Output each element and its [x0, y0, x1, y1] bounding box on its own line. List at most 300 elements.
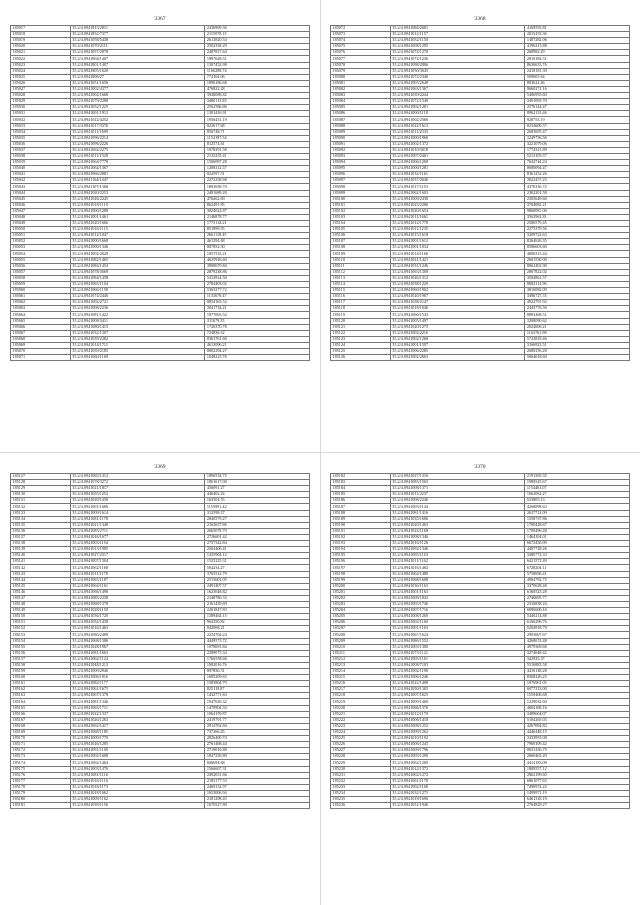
table-cell: 35.2/4.0941003/1144: [390, 504, 525, 510]
table-cell: 35.2/4.0941012/1372: [390, 766, 525, 772]
table-cell: 185205: [331, 614, 391, 620]
table-row: [331, 803, 630, 809]
table-cell: 35.2/4.0941067/1624: [390, 632, 525, 638]
table-cell: 185084: [331, 99, 391, 105]
table-cell: 185058: [11, 275, 71, 281]
table-cell: 2826400.74: [205, 736, 310, 742]
table-cell: 35.2/4.0941009/1614: [70, 510, 205, 516]
table-cell: 35.2/4.0941065/1412: [70, 474, 205, 480]
table-cell: 185161: [11, 681, 71, 687]
table-cell: 185068: [11, 336, 71, 342]
table-cell: 1623048.82: [205, 589, 310, 595]
table-cell: 2914702.84: [205, 723, 310, 729]
table-cell: 2443776.50: [525, 306, 630, 312]
table-cell: 185163: [11, 693, 71, 699]
table-cell: 185072: [331, 26, 391, 32]
table-cell: 35.2/4.0941007/1716: [390, 608, 525, 614]
table-cell: 185177: [11, 778, 71, 784]
table-cell: 35.2/4.0941022/1408: [390, 681, 525, 687]
table-cell: 185035: [11, 135, 71, 141]
table-cell: 35.2/4.0941011/1699: [70, 129, 205, 135]
table-cell: 185221: [331, 711, 391, 717]
table-cell: 2764829.27: [525, 803, 630, 809]
table-cell: 185097: [331, 178, 391, 184]
table-cell: 1389464.15: [205, 614, 310, 620]
table-cell: 185087: [331, 117, 391, 123]
table-cell: 35.2/4.0941012/1157: [390, 32, 525, 38]
table-cell: 35.2/4.0941016/1115: [70, 227, 205, 233]
table-cell: 35.2/4.0941806/27: [70, 74, 205, 80]
table-cell: 2576144.47: [525, 105, 630, 111]
table-cell: 2302201.58: [525, 190, 630, 196]
table-cell: 6166296.76: [525, 620, 630, 626]
table-cell: 185093: [331, 153, 391, 159]
table-cell: 1163761.98: [525, 330, 630, 336]
table-cell: 185053: [11, 245, 71, 251]
table-cell: 35.2/4.0941026/1312: [390, 275, 525, 281]
table-cell: 2161439.69: [205, 601, 310, 607]
table-cell: 35.2/4.0941009/1162: [70, 796, 205, 802]
table-cell: 2660463.20: [525, 754, 630, 760]
table-cell: 2637712.09: [525, 510, 630, 516]
table-cell: 1301416.91: [205, 111, 310, 117]
table-cell: 5064618.60: [525, 355, 630, 361]
table-cell: 35.2/4.0941008/1371: [390, 486, 525, 492]
table-cell: 185150: [11, 614, 71, 620]
table-cell: 2146878.77: [205, 214, 310, 220]
table-cell: 1048223.76: [205, 355, 310, 361]
table-cell: 35.2/4.0941813/2811: [70, 26, 205, 32]
table-cell: 1432771.63: [205, 693, 310, 699]
table-cell: 185055: [11, 257, 71, 263]
table-cell: 185032: [11, 117, 71, 123]
table-cell: 185095: [331, 166, 391, 172]
table-cell: 35.2/4.0941003/1476: [70, 766, 205, 772]
table-cell: 35.2/4.0941060/1902: [390, 288, 525, 294]
table-cell: 185083: [331, 93, 391, 99]
table-cell: 185117: [331, 300, 391, 306]
table-cell: 35.2/4.0941009/1770: [70, 736, 205, 742]
table-cell: 2469132.97: [205, 784, 310, 790]
table-cell: 35.2/4.0941078/3669: [70, 269, 205, 275]
table-cell: 2487817.64: [205, 50, 310, 56]
table-cell: 35.2/4.0941011/2237: [390, 492, 525, 498]
table-cell: 812574.61: [205, 141, 310, 147]
table-cell: 185129: [11, 486, 71, 492]
table-cell: 185054: [11, 251, 71, 257]
table-cell: 8636633.76: [525, 62, 630, 68]
table-cell: 35.2/4.0941016/1677: [70, 534, 205, 540]
table-cell: 35.2/4.0941063/1104: [70, 281, 205, 287]
table-cell: 1950431.19: [205, 117, 310, 123]
table-cell: 185057: [11, 269, 71, 275]
table-cell: 185140: [11, 553, 71, 559]
table-cell: 268982.29: [525, 50, 630, 56]
table-cell: 185224: [331, 729, 391, 735]
table-cell: 8361232.26: [525, 172, 630, 178]
table-cell: 185041: [11, 172, 71, 178]
table-cell: 35.2/4.0941032/1275: [390, 790, 525, 796]
table-cell: 35.2/4.0941009/1262: [390, 729, 525, 735]
table-cell: 185023: [11, 62, 71, 68]
table-cell: 7642744.24: [525, 160, 630, 166]
table-cell: 1989545.67: [525, 480, 630, 486]
table-cell: 35.2/4.0941084/2681: [390, 26, 525, 32]
table-cell: 5363277.72: [205, 288, 310, 294]
table-cell: 35.2/4.0941000/1281: [390, 166, 525, 172]
table-row: [11, 355, 310, 361]
table-cell: 35.2/4.0941039/2185: [70, 348, 205, 354]
table-cell: 2481689.20: [205, 190, 310, 196]
table-cell: 1133678.47: [205, 294, 310, 300]
document-page-1: [10, 16, 310, 361]
table-cell: 8361761.60: [205, 336, 310, 342]
table-cell: 185210: [331, 644, 391, 650]
table-cell: 185115: [331, 288, 391, 294]
table-cell: 185049: [11, 221, 71, 227]
table-cell: 35.2/4.0941011/1178: [70, 571, 205, 577]
table-cell: 35.2/4.0941001/1597: [390, 342, 525, 348]
table-cell: 1155991.42: [205, 504, 310, 510]
table-cell: 185232: [331, 778, 391, 784]
table-cell: 311679.55: [205, 318, 310, 324]
table-cell: 185116: [331, 294, 391, 300]
table-cell: 185176: [11, 772, 71, 778]
table-cell: 2665078.79: [205, 528, 310, 534]
table-cell: 35.2/4.0941016/1402: [390, 565, 525, 571]
table-cell: 842068.21: [205, 626, 310, 632]
table-cell: 35.2/4.0941022/1337: [70, 711, 205, 717]
table-cell: 737266.45: [205, 729, 310, 735]
table-cell: 1861617.00: [205, 480, 310, 486]
table-cell: 35.2/4.0941048/1212: [70, 662, 205, 668]
table-cell: 185230: [331, 766, 391, 772]
table-cell: 35.2/4.0941001/1606: [70, 504, 205, 510]
table-cell: 35.2/4.0941035/1606: [390, 516, 525, 522]
table-cell: 2515601.05: [205, 577, 310, 583]
table-cell: 185204: [331, 608, 391, 614]
table-cell: 185167: [11, 717, 71, 723]
table-cell: 35.2/4.0941064/1161: [70, 583, 205, 589]
table-cell: 1982016.76: [205, 662, 310, 668]
table-cell: 185227: [331, 748, 391, 754]
table-cell: 185228: [331, 754, 391, 760]
table-cell: 2810184.51: [525, 56, 630, 62]
table-cell: 1307452.98: [205, 62, 310, 68]
table-cell: 8854163.52: [205, 300, 310, 306]
table-cell: 185151: [11, 620, 71, 626]
table-cell: 185155: [11, 644, 71, 650]
table-cell: 5104265.03: [525, 717, 630, 723]
table-cell: 185164: [11, 699, 71, 705]
table-cell: 3041734.21: [205, 306, 310, 312]
table-cell: 35.2/4.0941011/1328: [70, 153, 205, 159]
table-cell: 8586603.60: [525, 245, 630, 251]
table-cell: 185199: [331, 577, 391, 583]
table-cell: 185050: [11, 227, 71, 233]
table-cell: 1506097.28: [205, 160, 310, 166]
table-cell: 185033: [11, 123, 71, 129]
table-cell: 185076: [331, 50, 391, 56]
table-cell: 185231: [331, 772, 391, 778]
table-cell: 724836.32: [205, 330, 310, 336]
table-cell: 8234609.57: [525, 123, 630, 129]
table-cell: 185158: [11, 662, 71, 668]
table-cell: 2661118.45: [205, 233, 310, 239]
table-cell: 1847236.80: [205, 754, 310, 760]
table-cell: 2746695.77: [525, 595, 630, 601]
table-cell: 185195: [331, 553, 391, 559]
table-cell: 2680256.28: [525, 348, 630, 354]
table-cell: 35.2/4.0941074/1270: [390, 50, 525, 56]
table-cell: 35.2/4.0941085/2238: [70, 595, 205, 601]
table-cell: 185126: [331, 355, 391, 361]
document-page-2: [330, 16, 630, 361]
table-cell: 2562586.86: [205, 105, 310, 111]
table-cell: 456091.27: [205, 486, 310, 492]
table-cell: 185185: [331, 492, 391, 498]
table-cell: 2726601.42: [205, 534, 310, 540]
table-cell: 1558737.86: [525, 516, 630, 522]
table-cell: 35.2/4.0941009/1460: [390, 699, 525, 705]
table-cell: 2862199.60: [525, 772, 630, 778]
table-cell: 35.2/4.0941062/1480: [390, 571, 525, 577]
table-cell: 1470904.33: [205, 705, 310, 711]
table-cell: 185029: [11, 99, 71, 105]
table-cell: 7960109.42: [525, 742, 630, 748]
table-cell: 3704082.21: [525, 202, 630, 208]
table-cell: 3496727.55: [525, 294, 630, 300]
table-cell: 185178: [11, 784, 71, 790]
table-cell: 1154463.07: [525, 486, 630, 492]
table-cell: 35.2/4.0941039/1156: [70, 803, 205, 809]
table-cell: 35.2/4.0941001/1034: [390, 245, 525, 251]
table-cell: 35.2/4.0941062/1168: [70, 565, 205, 571]
table-cell: 35.2/4.0941017/3376: [70, 123, 205, 129]
table-cell: 185027: [11, 86, 71, 92]
table-cell: 185169: [11, 729, 71, 735]
table-cell: 35.2/4.0941001/1461: [70, 214, 205, 220]
table-cell: 185082: [331, 86, 391, 92]
table-cell: 185109: [331, 251, 391, 257]
table-cell: 35.2/4.0941096/2214: [70, 135, 205, 141]
table-cell: 35.2/4.0941072/1549: [390, 99, 525, 105]
table-cell: 3333955.08: [525, 736, 630, 742]
table-cell: 35.2/4.0941063/1711: [70, 705, 205, 711]
table-cell: 1208312.57: [205, 166, 310, 172]
table-cell: 964350.82: [205, 620, 310, 626]
table-cell: 35.2/4.0941011/1162: [390, 559, 525, 565]
table-cell: 185043: [11, 184, 71, 190]
table-cell: 35.2/4.0941009/2946: [70, 669, 205, 675]
table-cell: 1566607.31: [205, 766, 310, 772]
table-cell: 35.2/4.0941002/1372: [390, 141, 525, 147]
table-cell: 185222: [331, 717, 391, 723]
table-cell: 35.2/4.0941081/1116: [70, 772, 205, 778]
table-cell: 2316838.24: [525, 601, 630, 607]
table-cell: 35.2/4.0941096/2226: [70, 141, 205, 147]
table-cell: 851899.35: [205, 227, 310, 233]
table-cell: 35.2/4.0941018/1110: [70, 202, 205, 208]
table-cell: 35.2/4.0941008/2246: [390, 498, 525, 504]
table-cell: 3948088.82: [205, 93, 310, 99]
table-cell: 1700428.67: [525, 522, 630, 528]
table-cell: 35.2/4.0941016/1463: [70, 626, 205, 632]
table-cell: 185111: [331, 263, 391, 269]
table-cell: 2234704.24: [205, 632, 310, 638]
table-cell: 185079: [331, 68, 391, 74]
table-cell: 2492031.66: [205, 772, 310, 778]
table-cell: 3480113.83: [205, 99, 310, 105]
table-cell: 35.2/4.0941002/4377: [70, 86, 205, 92]
table-cell: 185198: [331, 571, 391, 577]
table-cell: 185121: [331, 324, 391, 330]
table-cell: 35.2/4.0941068/1185: [70, 729, 205, 735]
table-cell: 3765512.79: [205, 571, 310, 577]
page-number: 3369: [154, 464, 166, 470]
table-cell: 2275379.56: [525, 227, 630, 233]
table-cell: 35.2/4.0941084/1454: [70, 263, 205, 269]
table-cell: 1877003.52: [205, 312, 310, 318]
table-cell: 185171: [11, 742, 71, 748]
data-table: [330, 473, 630, 809]
table-cell: 3221079.06: [525, 141, 630, 147]
table-cell: 35.2/4.0941002/1168: [390, 784, 525, 790]
table-cell: 5204918.79: [525, 626, 630, 632]
table-cell: 35.2/4.0941055/1252: [70, 492, 205, 498]
table-cell: 35.2/4.0941027/2317: [70, 553, 205, 559]
table-cell: 35.2/4.0941037/2646: [390, 178, 525, 184]
table-cell: 824597.51: [205, 172, 310, 178]
table-cell: 185098: [331, 184, 391, 190]
table-cell: 35.2/4.0941012/1170: [390, 711, 525, 717]
table-cell: 2183177.53: [205, 778, 310, 784]
table-cell: 185152: [11, 626, 71, 632]
table-cell: 4922791.92: [525, 300, 630, 306]
table-cell: 8062402.90: [525, 263, 630, 269]
data-table: [10, 25, 310, 361]
table-cell: 35.2/4.0941003/2648: [390, 80, 525, 86]
table-cell: 803622.46: [525, 80, 630, 86]
table-cell: 825119.87: [205, 687, 310, 693]
table-cell: 185148: [11, 601, 71, 607]
document-page-4: [330, 464, 630, 809]
table-cell: 35.2/4.0941028/1150: [70, 608, 205, 614]
table-cell: 35.2/4.0941022/4252: [70, 117, 205, 123]
table-cell: 185103: [331, 214, 391, 220]
table-cell: 2305649.60: [525, 196, 630, 202]
table-cell: 185203: [331, 601, 391, 607]
table-cell: 185100: [331, 196, 391, 202]
table-cell: 3209722.63: [525, 233, 630, 239]
table-cell: 35.2/4.0941801/1407: [70, 62, 205, 68]
table-cell: 35.2/4.0941050/1305: [390, 687, 525, 693]
table-cell: 8680094.47: [525, 166, 630, 172]
table-cell: 1726370.78: [205, 324, 310, 330]
table-cell: 35.2/4.0941065/1163: [390, 553, 525, 559]
table-cell: 35.2/4.0941006/1245: [390, 742, 525, 748]
table-cell: 504234.27: [205, 565, 310, 571]
table-cell: 185028: [11, 93, 71, 99]
page-number: 3368: [474, 16, 486, 22]
table-cell: 185106: [331, 233, 391, 239]
table-cell: 5213103.37: [525, 153, 630, 159]
table-cell: 185154: [11, 638, 71, 644]
table-cell: 856748.71: [205, 129, 310, 135]
table-cell: 1525225.31: [205, 559, 310, 565]
table-cell: 35.2/4.0941002/1160: [390, 620, 525, 626]
table-cell: 35.2/4.0941008/3411: [70, 318, 205, 324]
table-cell: 35.2/4.0941026/2245: [70, 196, 205, 202]
table-cell: 185236: [331, 803, 391, 809]
table-cell: 1897628.51: [205, 56, 310, 62]
table-cell: 35.2/4.0941032/1307: [70, 330, 205, 336]
table-cell: 185181: [11, 803, 71, 809]
table-cell: 185024: [11, 68, 71, 74]
table-cell: 185067: [11, 330, 71, 336]
table-cell: 1653006.94: [205, 790, 310, 796]
table-cell: 35.2/4.0941064/7778: [70, 160, 205, 166]
table-cell: 35.2/4.0941020/1463: [390, 522, 525, 528]
table-cell: 1685209.63: [205, 675, 310, 681]
table-cell: 807852.30: [205, 245, 310, 251]
table-cell: 185108: [331, 245, 391, 251]
table-cell: 35.2/4.0941009/1796: [390, 748, 525, 754]
table-cell: 35.2/4.0941003/1746: [390, 601, 525, 607]
table-cell: 2436969.36: [205, 26, 310, 32]
table-cell: 6896600.16: [525, 608, 630, 614]
data-table: [10, 473, 310, 809]
table-cell: 862491.85: [205, 202, 310, 208]
table-cell: 35.2/4.0941081/1663: [70, 650, 205, 656]
table-cell: 185134: [11, 516, 71, 522]
table-cell: 2162637.86: [205, 522, 310, 528]
table-cell: 35.2/4.0941038/1220: [390, 281, 525, 287]
table-cell: 35.2/4.0941011/1235: [390, 227, 525, 233]
table-cell: 35.2/4.0941008/1260: [390, 614, 525, 620]
table-cell: 185206: [331, 620, 391, 626]
table-cell: 2115078.15: [205, 32, 310, 38]
table-cell: 185096: [331, 172, 391, 178]
table-cell: 185189: [331, 516, 391, 522]
table-cell: 1559406.68: [525, 693, 630, 699]
table-cell: 35.2/4.0941066/1158: [70, 288, 205, 294]
table-cell: 2757342.84: [205, 541, 310, 547]
table-cell: 2024606.21: [525, 324, 630, 330]
table-cell: 2761468.44: [205, 742, 310, 748]
table-cell: 35.2/4.0941098/2806: [390, 62, 525, 68]
table-cell: 4416148.28: [525, 669, 630, 675]
table-cell: 185130: [11, 492, 71, 498]
table-cell: 1978691.84: [205, 644, 310, 650]
table-cell: 2564406.41: [205, 547, 310, 553]
table-cell: 185026: [11, 80, 71, 86]
table-cell: 185216: [331, 681, 391, 687]
table-cell: 2903607.67: [525, 632, 630, 638]
table-cell: 35.2/4.0941000/1118: [390, 111, 525, 117]
table-cell: 822617.68: [205, 123, 310, 129]
table-row: [331, 355, 630, 361]
table-cell: 185069: [11, 342, 71, 348]
table-cell: 185201: [331, 589, 391, 595]
table-cell: 35.2/4.0941062/1417: [70, 723, 205, 729]
table-cell: 185143: [11, 571, 71, 577]
table-cell: 185146: [11, 589, 71, 595]
table-cell: 185229: [331, 760, 391, 766]
table-cell: 185226: [331, 742, 391, 748]
table-cell: 185075: [331, 44, 391, 50]
table-cell: 185207: [331, 626, 391, 632]
